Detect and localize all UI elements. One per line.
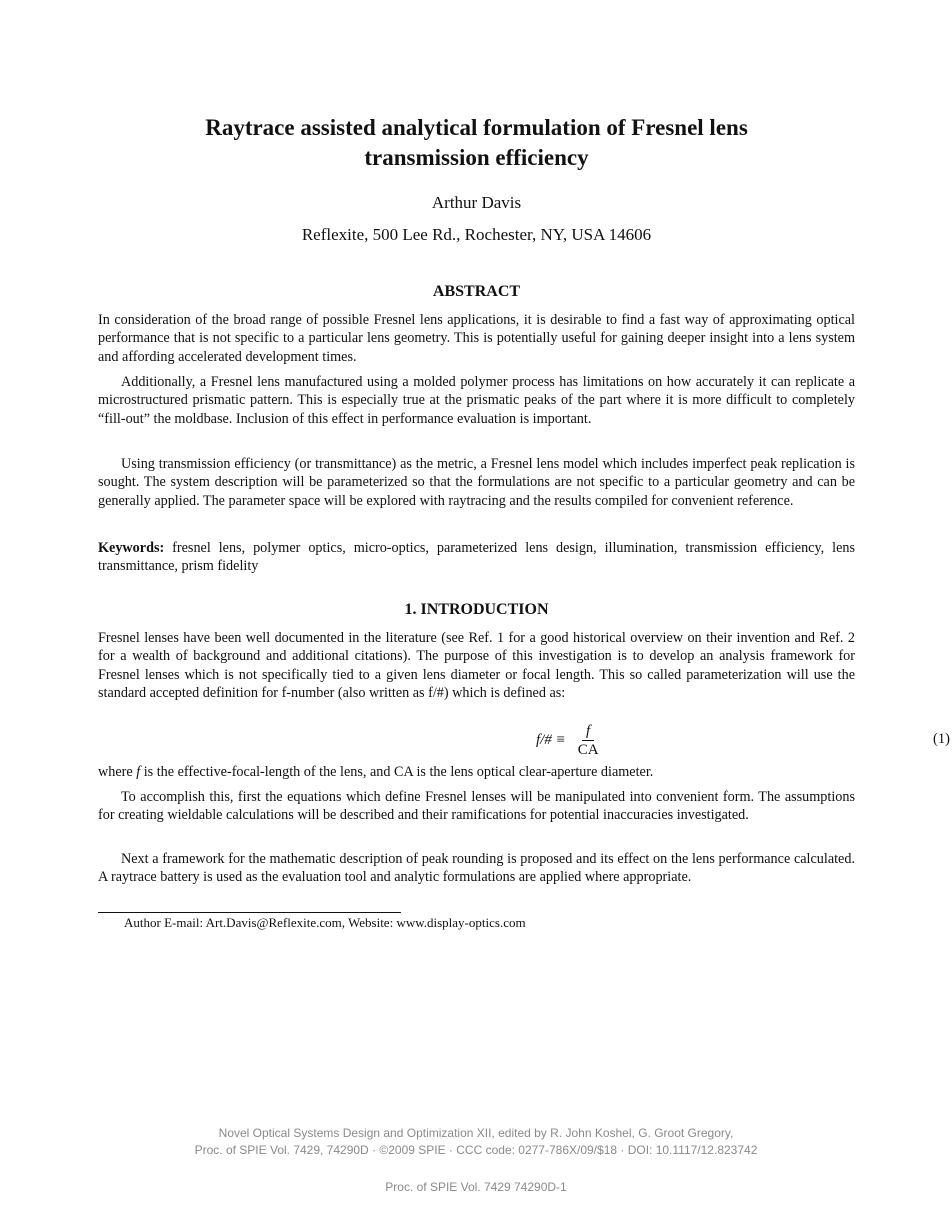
page-identifier: Proc. of SPIE Vol. 7429 74290D-1 [385,1180,567,1194]
paper-title [98,113,855,173]
abstract-paragraph-1: In consideration of the broad range of possible Fresnel lens applications, it is desirable to find a fast way of approximating optical performance that is not specific to a particular lens geometry. This is potentially useful for gaining deeper insight into a lens system and affording accelerated development times. [98,312,855,365]
intro-p2-before: where [98,764,133,780]
intro-paragraph-3: To accomplish this, first the equations which define Fresnel lenses will be manipulated into convenient form. The assumptions for creating wieldable calculations will be described and their ramifications for potential inaccuracies investigated. [98,789,855,824]
author-affiliation: Reflexite, 500 Lee Rd., Rochester, NY, USA 14606 [301,225,652,244]
author-name: Arthur Davis [431,193,522,212]
title-line-2: transmission efficiency [364,145,589,170]
publication-info-line-1: Novel Optical Systems Design and Optimization XII, edited by R. John Koshel, G. Groot Gregory, [218,1126,734,1140]
footnote-rule [98,912,401,913]
intro-paragraph-1: Fresnel lenses have been well documented in the literature (see Ref. 1 for a good historical overview on their invention and Ref. 2 for a wealth of background and additional citations). The purpose of this investigation is to develop an analysis framework for Fresnel lenses which is not specifically tied to a given lens diameter or focal length. This so called parameterization will use the standard accepted definition for f-number (also written as f/#) which is defined as: [98,630,855,701]
keywords-label: Keywords: [98,540,165,556]
author-footnote: Author E-mail: Art.Davis@Reflexite.com, Website: www.display-optics.com [124,915,526,930]
equation-body [536,720,601,760]
equation-number: (1) [933,731,950,747]
intro-paragraph-4: Next a framework for the mathematic description of peak rounding is proposed and its effect on the lens performance calculated. A raytrace battery is used as the evaluation tool and analytic formulations are applied where appropriate. [98,851,855,886]
abstract-paragraph-2: Additionally, a Fresnel lens manufactured using a molded polymer process has limitations on how accurately it can replicate a microstructured prismatic pattern. This is especially true at the prismatic peaks of the part where it is more difficult to completely “fill-out” the moldbase. Inclusion of this effect in performance evaluation is important. [98,374,855,427]
intro-p2-after: is the effective-focal-length of the lens, and CA is the lens optical clear-aperture diameter. [143,764,654,780]
equation-denominator: CA [577,741,599,758]
abstract-paragraph-3: Using transmission efficiency (or transmittance) as the metric, a Fresnel lens model which includes imperfect peak replication is sought. The system description will be parameterized so that the formulations are not specific to a particular geometry and can be generally applied. The parameter space will be explored with raytracing and the results compiled for convenient reference. [98,456,855,509]
title-line-1: Raytrace assisted analytical formulation of Fresnel lens [205,115,748,140]
keywords [98,539,855,576]
equation-1 [98,720,950,760]
abstract-heading: ABSTRACT [432,283,521,300]
focal-length-variable: f [136,764,141,780]
equation-fraction [576,722,601,759]
intro-paragraph-2 [98,763,855,781]
introduction-heading: 1. INTRODUCTION [404,601,549,618]
equation-lhs: f/# ≡ [536,731,566,748]
equation-numerator: f [582,722,594,741]
keywords-text: fresnel lens, polymer optics, micro-optics, parameterized lens design, illumination, transmission efficiency, lens transmittance, prism fidelity [98,540,855,575]
publication-info-line-2: Proc. of SPIE Vol. 7429, 74290D · ©2009 SPIE · CCC code: 0277-786X/09/$18 · DOI: 10.1117/12.823742 [194,1143,758,1157]
